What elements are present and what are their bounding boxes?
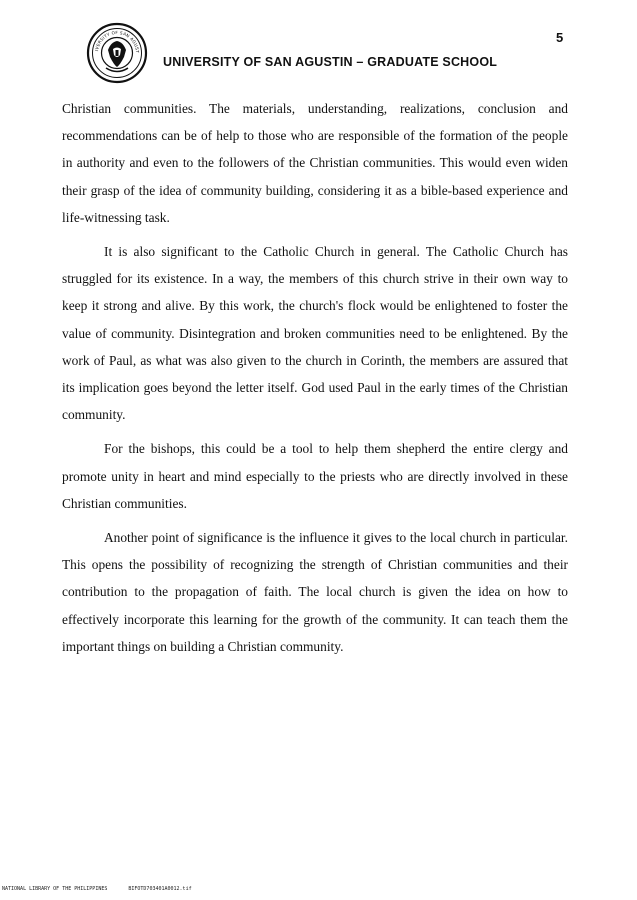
footer-file-id: BIFOTD703401A0012.tif [128, 886, 192, 892]
university-seal-logo [86, 22, 148, 84]
scan-footer [2, 886, 192, 892]
paragraph-2: It is also significant to the Catholic Church in general. The Catholic Church has struggled for its existence. In a way, the members of this church strive in their own way to keep it strong and alive. By this work, the church's flock would be enlightened to foster the value of community. Disintegration and broken communities need to be enlightened. By the work of Paul, as what was also given to the church in Corinth, the members are assured that its implication goes beyond the letter itself. God used Paul in the early times of the Christian community. [62, 244, 568, 423]
svg-text:UNIVERSITY OF SAN AGUSTIN: IVERSITY OF SAN AGUST [94, 29, 141, 54]
paragraph-4: Another point of significance is the influence it gives to the local church in particular. This opens the possibility of recognizing the strength of Christian communities and their contribution to the propagation of faith. The local church is given the idea on how to effectively incorporate this learning for the growth of the community. It can teach them the important things on building a Christian community. [62, 530, 568, 654]
footer-library: NATIONAL LIBRARY OF THE PHILIPPINES [2, 886, 108, 892]
paragraph-3: For the bishops, this could be a tool to help them shepherd the entire clergy and promote unity in heart and mind especially to the priests who are directly involved in these Christian communities. [62, 441, 568, 511]
body-text [62, 95, 568, 660]
paragraph-1: Christian communities. The materials, understanding, realizations, conclusion and recommendations can be of help to those who are responsible of the formation of the people in authority and even to the followers of the Christian communities. This would even widen their grasp of the idea of community building, considering it as a bible-based experience and life-witnessing task. [62, 101, 568, 225]
page-header-title: UNIVERSITY OF SAN AGUSTIN – GRADUATE SCHOOL [163, 55, 498, 69]
page-number: 5 [556, 30, 564, 45]
